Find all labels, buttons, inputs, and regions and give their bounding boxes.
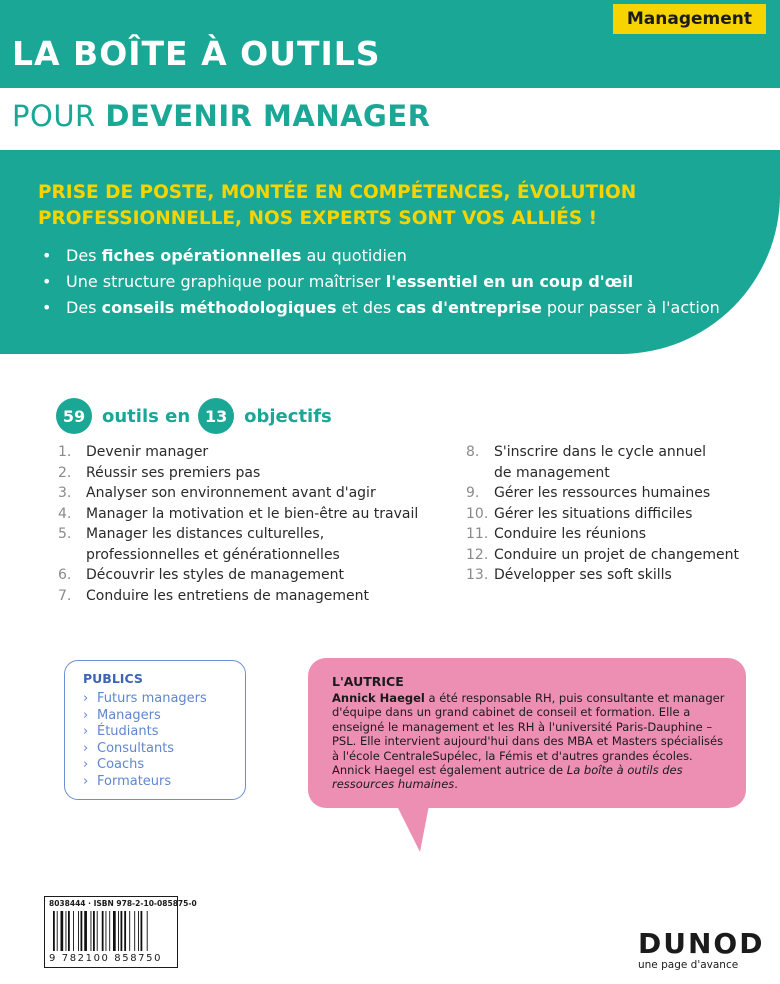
- barcode-bar: [97, 911, 98, 951]
- objective-label: Conduire les réunions: [494, 526, 647, 542]
- objective-number: 10.: [466, 505, 489, 522]
- objective-number: 9.: [466, 485, 480, 501]
- barcode-bar: [138, 911, 139, 951]
- objective-item: [466, 545, 766, 566]
- objective-number: 11.: [466, 526, 489, 542]
- objectives-label: objectifs: [244, 405, 332, 427]
- objective-item: [58, 565, 438, 586]
- barcode-bar: [113, 911, 116, 951]
- category-tag: Management: [613, 4, 766, 34]
- feature-item: [42, 269, 720, 295]
- publics-list: [83, 691, 245, 790]
- barcode-bar: [81, 911, 83, 951]
- objective-label: Conduire un projet de changement: [494, 546, 739, 563]
- barcode-bar: [129, 911, 130, 951]
- feature-text: et des: [336, 298, 397, 317]
- barcode-bar: [141, 911, 143, 951]
- objective-number: 1.: [58, 444, 72, 460]
- objective-label: [494, 442, 706, 483]
- series-title: LA BOÎTE À OUTILS: [12, 34, 381, 73]
- publics-item: › Consultants: [83, 741, 245, 758]
- objective-line: professionnelles et générationnelles: [86, 546, 340, 563]
- objective-label: [86, 524, 340, 565]
- feature-text: au quotidien: [301, 246, 407, 265]
- barcode-bar: [106, 911, 107, 951]
- barcode-bar: [93, 911, 95, 951]
- author-book-title: La boîte à outils des ressources humaines: [332, 763, 683, 792]
- barcode-bar: [84, 911, 87, 951]
- objective-label: Analyser son environnement avant d'agir: [86, 485, 376, 501]
- publisher-logo: [638, 927, 765, 971]
- publics-item: › Futurs managers: [83, 691, 245, 708]
- objective-label: Réussir ses premiers pas: [86, 464, 261, 481]
- author-bio: [332, 691, 732, 792]
- objective-number: 3.: [58, 485, 72, 501]
- objective-number: 5.: [58, 526, 72, 542]
- feature-bold: cas d'entreprise: [396, 298, 542, 317]
- barcode-bar: [57, 911, 58, 951]
- barcode-bar: [61, 911, 64, 951]
- objective-item: [58, 586, 438, 607]
- feature-item: [42, 243, 720, 269]
- objective-item: [58, 463, 438, 484]
- objective-number: 4.: [58, 505, 72, 522]
- author-title: L'AUTRICE: [332, 674, 404, 689]
- book-subtitle: [12, 99, 431, 133]
- barcode-bar: [147, 911, 148, 951]
- author-bio-text: a été responsable RH, puis consultante et manager d'équipe dans un grand cabinet de conseil et formation. Elle a enseigné le management et les RH à l'université Paris-Dauphine – PSL. Elle intervient aujourd'hui dans des MBA et Masters spécialisés à l'école CentraleSupélec, la Fémis et d'autres grandes écoles. Annick Haegel est également autrice de: [332, 691, 725, 778]
- objective-line: S'inscrire dans le cycle annuel: [494, 444, 707, 460]
- objective-item: [466, 524, 766, 545]
- feature-text: pour passer à l'action: [541, 298, 720, 317]
- feature-item: [42, 295, 720, 321]
- objective-number: 12.: [466, 546, 489, 563]
- objective-number: 7.: [58, 587, 72, 604]
- objective-item: [58, 483, 438, 504]
- barcode-bar: [66, 911, 67, 951]
- objective-label: Découvrir les styles de management: [86, 567, 344, 583]
- headline-line: PROFESSIONNELLE, NOS EXPERTS SONT VOS ALLIÉS !: [38, 208, 598, 229]
- objectives-list-right: [466, 442, 766, 586]
- barcode-bar: [53, 911, 55, 951]
- publics-item: › Étudiants: [83, 724, 245, 741]
- objective-label: Gérer les situations difficiles: [494, 505, 693, 522]
- promo-headline: [38, 180, 738, 232]
- barcode-bar: [73, 911, 74, 951]
- objectives-list-left: [58, 442, 438, 606]
- barcode-bar: [78, 911, 79, 951]
- feature-bold: fiches opérationnelles: [101, 246, 302, 265]
- barcode-bar: [109, 911, 110, 951]
- objective-item: [466, 565, 766, 586]
- publics-item: › Coachs: [83, 757, 245, 774]
- feature-text: Une structure graphique pour maîtriser: [66, 272, 386, 291]
- publisher-tagline: une page d'avance: [638, 959, 739, 971]
- tools-label: outils en: [102, 405, 191, 427]
- objective-item: [58, 504, 438, 525]
- objective-label: Conduire les entretiens de management: [86, 587, 370, 604]
- isbn-line: 8038444 · ISBN 978-2-10-085875-0: [49, 899, 197, 908]
- objective-number: 2.: [58, 464, 72, 481]
- barcode-bar: [68, 911, 70, 951]
- author-name: Annick Haegel: [332, 691, 425, 705]
- objective-item: [466, 483, 766, 504]
- objective-label: Manager la motivation et le bien-être au travail: [86, 505, 419, 522]
- barcode-bar: [91, 911, 92, 951]
- objective-item: [58, 524, 438, 565]
- publics-item: › Formateurs: [83, 774, 245, 791]
- barcode-digits: 9 782100 858750: [49, 953, 163, 964]
- publisher-name: DUNOD: [638, 927, 765, 960]
- feature-list: [42, 243, 720, 321]
- tools-count: [56, 398, 340, 434]
- subtitle-prefix: POUR: [12, 99, 96, 133]
- objective-line: de management: [494, 464, 610, 481]
- feature-text: Des: [66, 246, 102, 265]
- author-bio-end: .: [454, 777, 458, 792]
- objective-label: Devenir manager: [86, 444, 209, 460]
- publics-item: › Managers: [83, 708, 245, 725]
- publics-title: PUBLICS: [83, 671, 143, 686]
- barcode-bar: [124, 911, 126, 951]
- objective-item: [466, 442, 766, 483]
- objective-number: 13.: [466, 567, 489, 583]
- feature-bold: conseils méthodologiques: [101, 298, 337, 317]
- barcode-bar: [118, 911, 119, 951]
- publics-box: [64, 660, 246, 800]
- barcode-bars: [53, 911, 171, 951]
- subtitle-bold: DEVENIR MANAGER: [105, 99, 431, 133]
- author-bubble: [308, 658, 746, 808]
- objective-line: Manager les distances culturelles,: [86, 526, 325, 542]
- objectives-number-badge: 13: [198, 398, 234, 434]
- barcode: [44, 896, 197, 968]
- objective-item: [58, 442, 438, 463]
- objective-item: [466, 504, 766, 525]
- objective-label: Gérer les ressources humaines: [494, 485, 711, 501]
- barcode-bar: [134, 911, 135, 951]
- objective-number: 8.: [466, 444, 480, 460]
- headline-line: PRISE DE POSTE, MONTÉE EN COMPÉTENCES, ÉVOLUTION: [38, 182, 637, 203]
- barcode-bar: [121, 911, 123, 951]
- barcode-bar: [102, 911, 104, 951]
- objective-number: 6.: [58, 567, 72, 583]
- feature-bold: l'essentiel en un coup d'œil: [385, 272, 634, 291]
- tools-number-badge: 59: [56, 398, 92, 434]
- objective-label: Développer ses soft skills: [494, 567, 672, 583]
- feature-text: Des: [66, 298, 102, 317]
